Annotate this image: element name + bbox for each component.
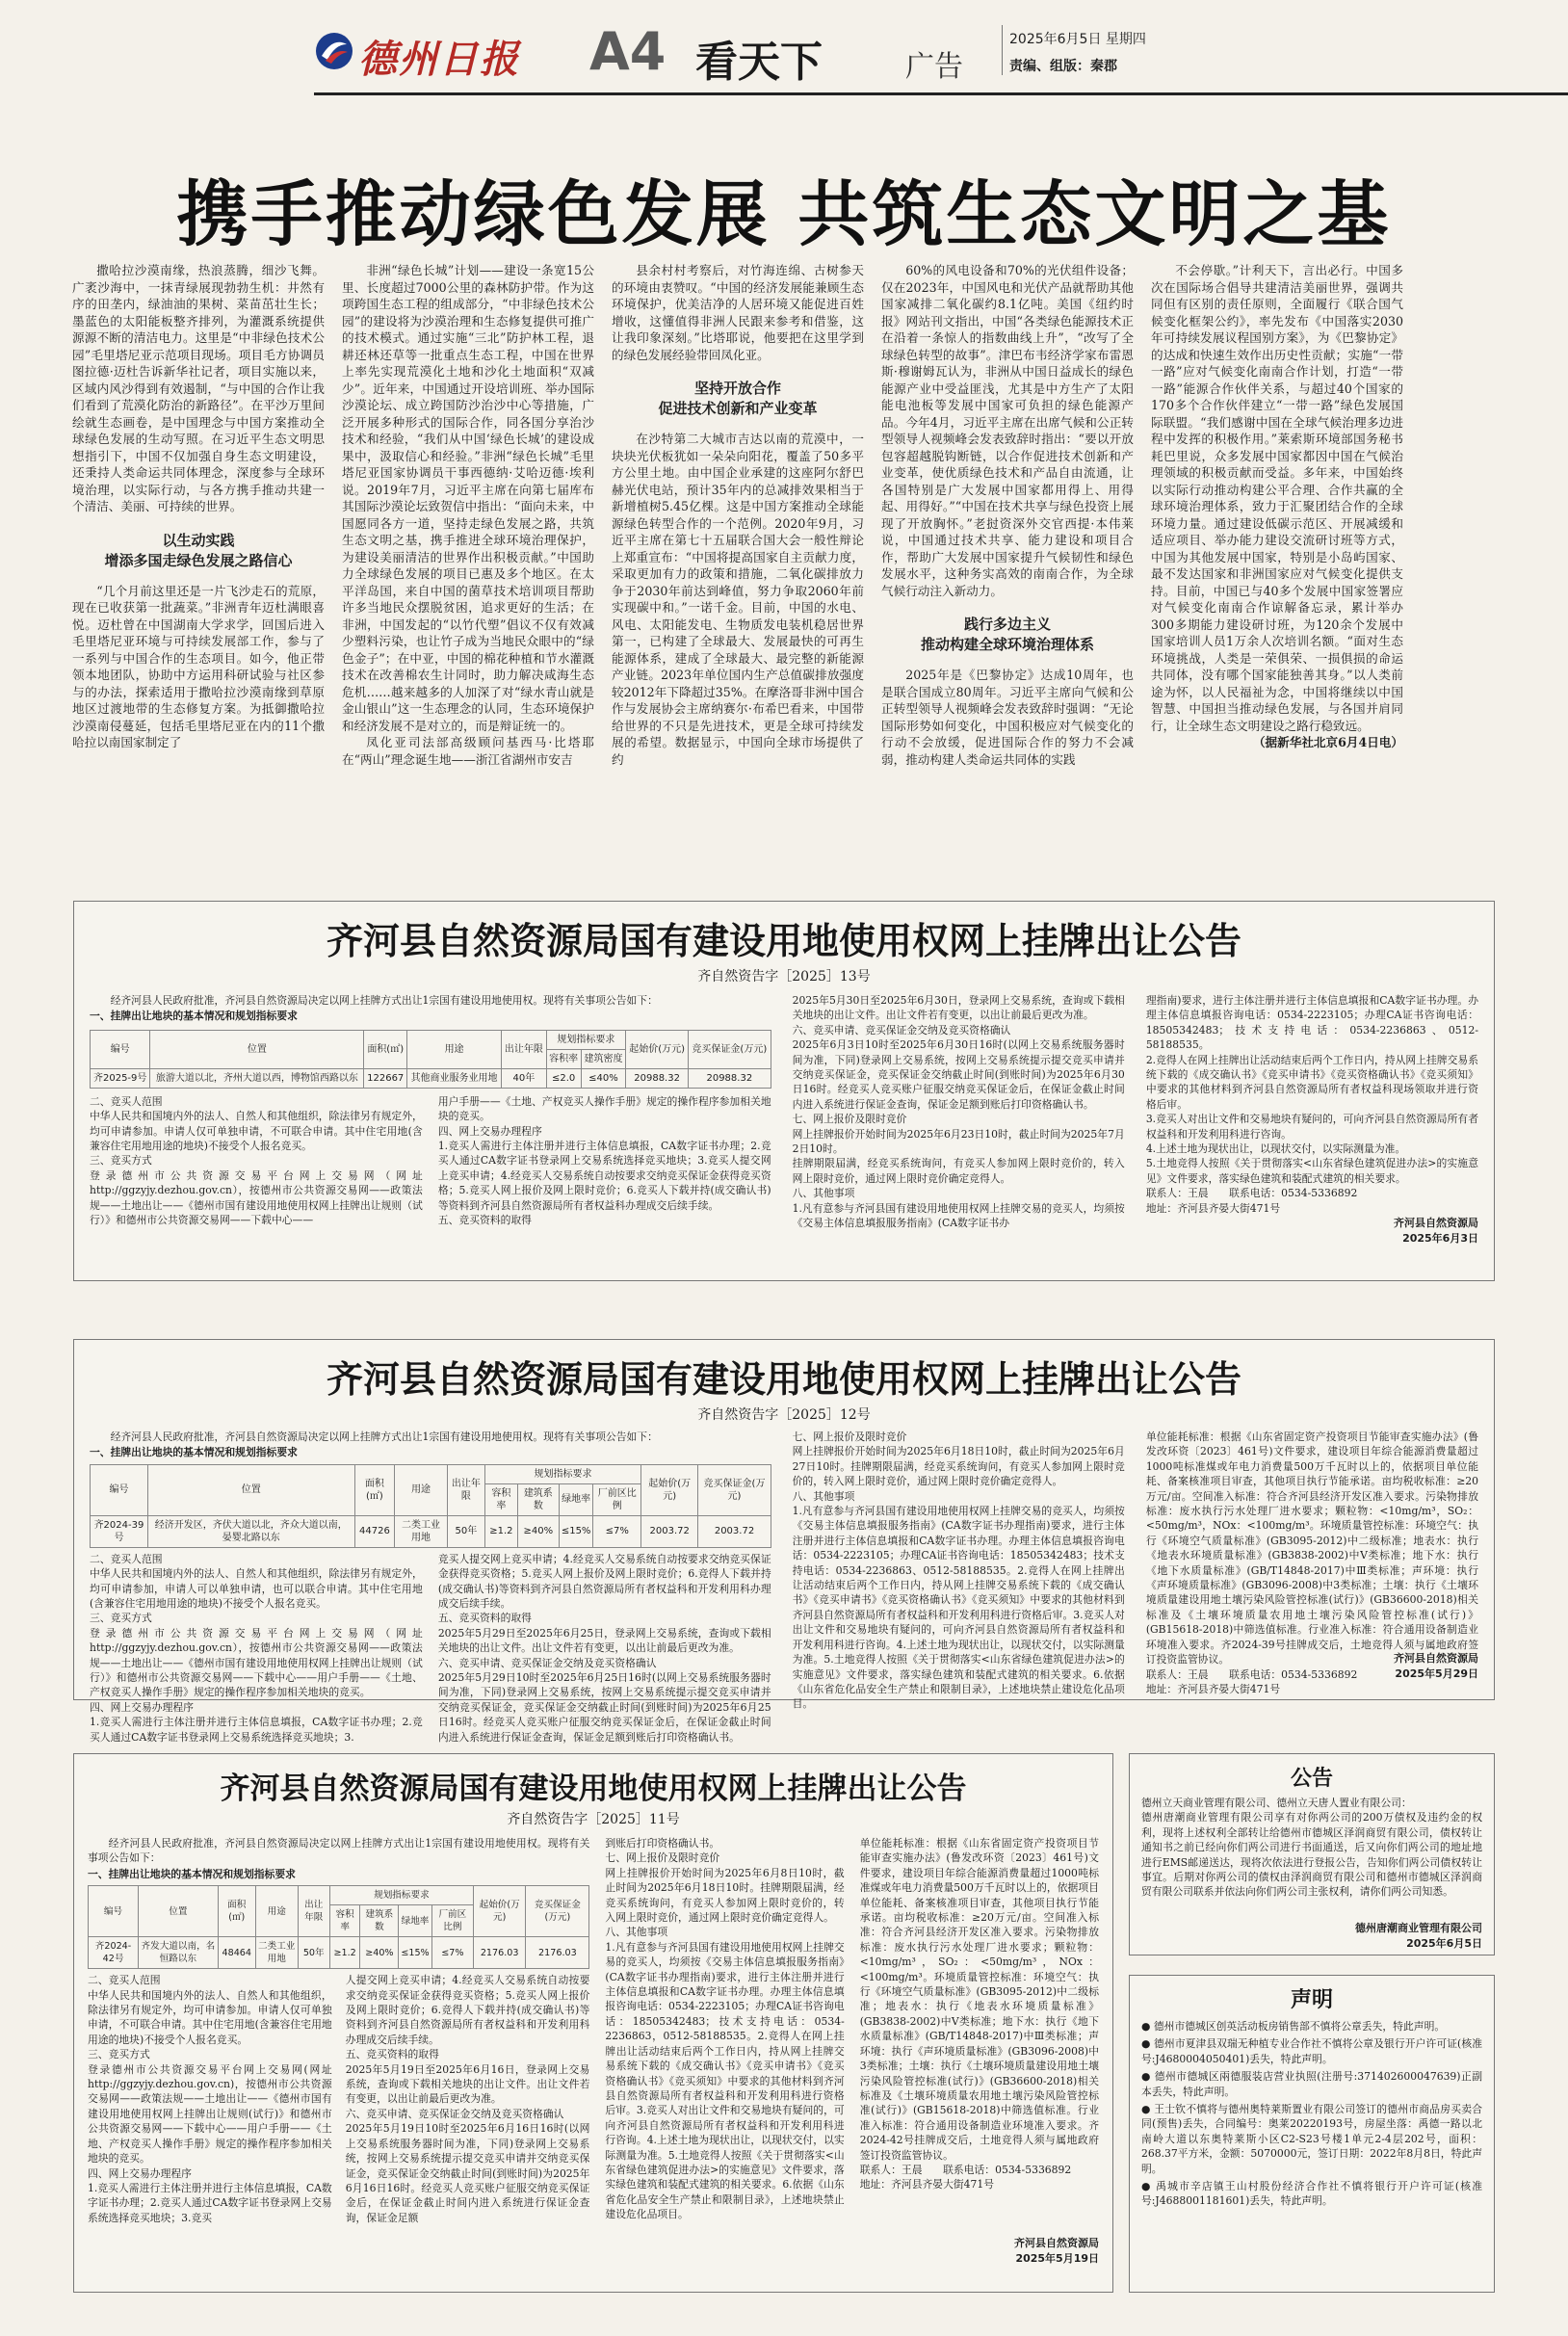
notice-text: 人提交网上竞买申请；4.经竞买人交易系统自动按要求交纳竞买保证金获得竞买资格；5.竞买人网上报价及网上限时竞价；6.竞得人下载并持(成交确认书)等资料到齐河县自然资源局所有者权益科和开发利用科办理成交后续手续。 五、竞买资料的取得 2025年5月19日至2025年6月16日，登录网上交易系统，查询或下载相关地块的出让文件。出让文件若有变更，以出让前最后更改为准。 六、竞买申请、竞买保证金交纳及竞买资格确认 2025年5月19日10时至2025年6月16日16时(以网上交易系统服务器时间为准，下同)登录网上交易系统，按网上交易系统提示提交竞买申请并交纳竞买保证金，竞买保证金交纳截止时间(到账时间)为2025年6月16日16时。经竞买人竞买账户征服交纳竞买保证金后，在保证金截止时间内进入系统进行保证金查询，保证金足额 [345, 1974, 590, 2224]
article-paragraph: 非洲“绿色长城”计划——建设一条宽15公里、长度超过7000公里的森林防护带。作为这项跨国生态工程的组成部分，“中非绿色技术公园”的建设将为沙漠治理和生态修复提供可推广的技术模式。通过实施“三北”防护林工程，退耕还林还草等一批重点生态工程，中国在世界上率先实现荒漠化土地和沙化土地面积“双减少”。近年来，中国通过开设培训班、举办国际沙漠论坛、成立跨国防沙治沙中心等措施，广泛开展多种形式的国际合作，同各国分享治沙技术和经验，“我们从中国‘绿色长城’的建设成果中，汲取信心和经验。”非洲“绿色长城”毛里塔尼亚国家协调员干事西德纳·艾哈迈德·埃利说。2019年7月，习近平主席在向第七届库布其国际沙漠论坛致贺信中指出：“面向未来，中国愿同各方一道，坚持走绿色发展之路，共筑生态文明之基，携手推进全球环境治理保护，为建设美丽清洁的世界作出积极贡献。”中国助力全球绿色发展的项目已惠及多个地区。在太平洋岛国，来自中国的菌草技术培训项目帮助许多当地民众摆脱贫困，追求更好的生活；在非洲，中国发起的“以竹代塑”倡议不仅有效减少塑料污染，也让竹子成为当地民众眼中的“绿色金子”；在中亚，中国的棉花种植和节水灌溉技术在改善棉农生计同时，助力解决咸海生态危机……越来越多的人加深了对“绿水青山就是金山银山”这一生态理念的认同，生态环境保护和经济发展不是对立的，而是辩证统一的。 [342, 263, 594, 733]
article-column-4 [881, 262, 1134, 888]
list-item: ● 德州市德城区创英活动板房销售部不慎将公章丢失，特此声明。 [1141, 2020, 1446, 2033]
notice-signature: 齐河县自然资源局 [1394, 1652, 1478, 1665]
subheading: 以生动实践 增添多国走绿色发展之路信心 [104, 531, 293, 569]
article-paragraph: 撒哈拉沙漠南缘，热浪蒸腾，细沙飞舞。广袤沙海中，一抹青绿展现勃勃生机：井然有序的田垄内，绿油油的果树、菜苗茁壮生长；墨蓝色的太阳能板整齐排列，为灌溉系统提供源源不断的清洁电力。这里是“中非绿色技术公园”毛里塔尼亚示范项目现场。项目毛方协调员图拉德·迈杜告诉新华社记者，项目实施以来，区域内风沙得到有效遏制，“与中国的合作让我们看到了荒漠化防治的新路径”。在平沙万里间绘就生态画卷，是中国理念与中国方案推动全球绿色发展的生动写照。在习近平生态文明思想指引下，中国不仅加强自身生态文明建设，还秉持人类命运共同体理念，深度参与全球环境治理，以实际行动，与各方携手推动共建一个清洁、美丽、可持续的世界。 [72, 263, 325, 513]
notice-intro: 经齐河县人民政府批准，齐河县自然资源局决定以网上挂牌方式出让1宗国有建设用地使用权。现将有关事项公告如下： [110, 994, 658, 1007]
land-notice-13 [73, 901, 1495, 1281]
land-notice-11 [73, 1753, 1113, 2293]
table-row: 齐2024-39号 经济开发区，齐伏大道以北，齐众大道以南，晏婴北路以东 44726 二类工业用地 50年 ≥1.2 ≥40% ≤15% ≤7% 2003.72 2003.72 [91, 1515, 771, 1547]
notice-text: 二、竞买人范围 中华人民共和国境内外的法人、自然人和其他组织，除法律另有规定外，均可申请参加。申请人仅可单独申请，不可联合申请。其中住宅用地(含兼容住宅用地用途的地块)不接受个人报名竞买。 三、竞买方式 登录德州市公共资源交易平台网上交易网(网址http://ggzyjy.dezhou.gov.cn)，按德州市公共资源交易网——政策法规——土地出让——《德州市国有建设用地使用权网上挂牌出让规则(试行)》和德州市公共资源交易网——下载中心——用户手册——《土地、产权竞买人操作手册》规定的操作程序参加相关地块的竞买。 四、网上交易办理程序 1.竞买人需进行主体注册并进行主体信息填报，CA数字证书办理；2.竞买人通过CA数字证书登录网上交易系统选择竞买地块；3.竞买 [88, 1974, 332, 2224]
section-title: 看天下 [695, 38, 823, 87]
article-paragraph: “几个月前这里还是一片飞沙走石的荒原，现在已收获第一批蔬菜。”非洲青年迈杜满眼喜悦。迈杜曾在中国湖南大学求学，回国后进入毛里塔尼亚环境与可持续发展部工作，参与了一系列与中国合作的生态项目。如今，他正带领本地团队，协助中方运用科研试验与社区参与的办法，探索适用于撒哈拉沙漠南缘到草原地区过渡地带的生态修复方案。为抵御撒哈拉沙漠南侵蔓延，包括毛里塔尼亚在内的11个撒哈拉以南国家制定了 [72, 583, 325, 749]
section-heading: 一、挂牌出让地块的基本情况和规划指标要求 [88, 1867, 296, 1880]
notice-title: 齐河县自然资源局国有建设用地使用权网上挂牌出让公告 [326, 1358, 1241, 1401]
declarations [1129, 1975, 1495, 2293]
article-source: （据新华社北京6月4日电） [1252, 735, 1403, 749]
notice-text: 二、竞买人范围 中华人民共和国境内外的法人、自然人和其他组织，除法律另有规定外，均可申请参加。申请人仅可单独申请，不可联合申请。其中住宅用地(含兼容住宅用地用途的地块)不接受个人报名竞买。 三、竞买方式 登录德州市公共资源交易平台网上交易网（网址http://ggzyjy.dezhou.gov.cn），按德州市公共资源交易网——政策法规——土地出让——《德州市国有建设用地使用权网上挂牌出让规则（试行）》和德州市公共资源交易网——下载中心—— [90, 1094, 423, 1227]
article-paragraph: 县余村村考察后，对竹海连绵、古树参天的环境由衷赞叹。“中国的经济发展能兼顾生态环境保护，优美洁净的人居环境又能促进百姓增收，这懂值得非洲人民跟来参考和借鉴，这让我印象深刻。”比塔耶说，他要把在这里学到的绿色发展经验带回凤化亚。 [612, 263, 864, 362]
section-heading: 一、挂牌出让地块的基本情况和规划指标要求 [90, 1010, 298, 1023]
logo-emblem-icon [314, 31, 354, 71]
notice-text: 竞买人提交网上竞买申请；4.经竞买人交易系统自动按要求交纳竞买保证金获得竞买资格；5.竞买人网上报价及网上限时竞价；6.竞得人下载并持(成交确认书)等资料到齐河县自然资源局所有者权益科和开发利用科办理成交后续手续。 五、竞买资料的取得 2025年5月29日至2025年6月25日，登录网上交易系统，查询或下载相关地块的出让文件。出让文件若有变更，以出让前最后更改为准。 六、竞买申请、竞买保证金交纳及竞买资格确认 2025年5月29日10时至2025年6月25日16时(以网上交易系统服务器时间为准，下同)登录网上交易系统，按网上交易系统提示提交竞买申请并交纳竞买保证金，竞买保证金交纳截止时间(到账时间)为2025年6月25日16时。经竞买人竞买账户征服交纳竞买保证金后，在保证金截止时间内进入系统进行保证金查询，保证金足额到账后打印资格确认书。 [437, 1552, 771, 1744]
list-item: ● 德州市德城区兩德服装店营业执照(注册号:371402600047639)正副本丢失，特此声明。 [1141, 2070, 1482, 2098]
masthead [0, 0, 1568, 96]
notice-date: 2025年5月29日 [1395, 1667, 1478, 1680]
notice-doc-number: 齐自然资告字［2025］13号 [697, 969, 871, 984]
notice-intro: 经齐河县人民政府批准，齐河县自然资源局决定以网上挂牌方式出让1宗国有建设用地使用权。现将有关事项公告如下： [88, 1837, 590, 1865]
article-column-1 [72, 262, 325, 888]
notice-text: 2025年5月30日至2025年6月30日，登录网上交易系统，查询或下载相关地块的出让文件。出让文件若有变更，以出让前最后更改为准。 六、竞买申请、竞买保证金交纳及竞买资格确认 2025年6月3日10时至2025年6月30日16时(以网上交易系统服务器时间为准，下同)登录网上交易系统，按网上交易系统提示提交竞买申请并交纳竞买保证金，竞买保证金交纳截止时间(到账时间)为2025年6月30日16时。经竞买人竞买账户征服交纳竞买保证金后，在保证金截止时间内进入系统进行保证金查询，保证金足额到账后打印资格确认书。 七、网上报价及限时竞价 网上挂牌报价开始时间为2025年6月23日10时，截止时间为2025年7月2日10时。 挂牌期限届满，经竞买系统询问，有竞买人参加网上限时竞价的，转入网上限时竞价，通过网上限时竞价确定竞得人。 八、其他事项 1.凡有意参与齐河县国有建设用地使用权网上挂牌交易的竞买人，均须按《交易主体信息填报服务指南》(CA数字证书办 [792, 994, 1125, 1230]
issue-date: 2025年6月5日 星期四 [1009, 32, 1146, 47]
section-heading: 一、挂牌出让地块的基本情况和规划指标要求 [90, 1446, 298, 1459]
page-number: A4 [589, 21, 666, 82]
public-notice [1129, 1753, 1495, 1955]
notice-title: 齐河县自然资源局国有建设用地使用权网上挂牌出让公告 [326, 920, 1241, 962]
notice-text: 二、竞买人范围 中华人民共和国境内外的法人、自然人和其他组织，除法律另有规定外，均可申请参加，申请人可以单独申请，也可以联合申请。其中住宅用地(含兼容住宅用地用途的地块)不接受个人报名竞买。 三、竞买方式 登录德州市公共资源交易平台网上交易网（网址http://ggzyjy.dezhou.gov.cn），按德州市公共资源交易网——政策法规——土地出让——《德州市国有建设用地使用权网上挂牌出让规则（试行）》和德州市公共资源交易网——下载中心——用户手册——《土地、产权竞买人操作手册》规定的操作程序参加相关地块的竞买。 四、网上交易办理程序 1.竞买人需进行主体注册并进行主体信息填报，CA数字证书办理；2.竞买人通过CA数字证书登录网上交易系统选择竞买地块；3. [90, 1552, 423, 1744]
notice-text: 用户手册——《土地、产权竞买人操作手册》规定的操作程序参加相关地块的竞买。 四、网上交易办理程序 1.竞买人需进行主体注册并进行主体信息填报，CA数字证书办理；2.竞买人通过CA数字证书登录网上交易系统选择竞买地块；3.竞买人提交网上竞买申请；4.经竞买人交易系统自动按要求交纳竞买保证金获得竞买资格；5.竞买人网上报价及网上限时竞价；6.竞买人下载并持(成交确认书)等资料到齐河县自然资源局所有者权益科办理成交后续手续。 五、竞买资料的取得 [437, 1094, 771, 1227]
land-table: 编号 位置 面积(㎡) 用途 出让年限 规划指标要求 起始价(万元) 竞买保证金(万元) 容积率 建筑系数 绿地率 厂前区比例 齐2024-39号 经济开发区，齐伏大道以北，齐众大道以南，晏婴北路以东 44726 二类工业用地 50年 ≥1.2 ≥40% ≤15% ≤7% 2003.72 2003.72 [90, 1464, 771, 1548]
notice-intro: 经齐河县人民政府批准，齐河县自然资源局决定以网上挂牌方式出让1宗国有建设用地使用权。现将有关事项公告如下： [110, 1430, 658, 1443]
notice-text: 单位能耗标准：根据《山东省固定资产投资项目节能审查实施办法》(鲁发改环资〔2023〕461号)文件要求，建设项目年综合能源消费量超过1000吨标准煤或年电力消费量500万千瓦时以上的，依据项目单位能耗、备案核准项目审查，其他项目执行节能承诺。亩均税收标准：≥20万元/亩。空间准入标准：符合齐河县经济开发区准入要求。污染物排放标准：废水执行污水处理厂进水要求；颗粒物：<10mg/m³，SO₂：<50mg/m³，NOx：<100mg/m³。环境质量管控标准：环境空气：执行《环境空气质量标准》(GB3095-2012)中二级标准；地表水：执行《地表水环境质量标准》(GB3838-2002)中V类标准；地下水：执行《地下水质量标准》(GB/T14848-2017)中Ⅲ类标准；声环境：执行《声环境质量标准》(GB3096-2008)中3类标准；土壤：执行《土壤环境质量建设用地土壤污染风险管控标准(试行)》(GB36600-2018)相关标准及《土壤环境质量农用地土壤污染风险管控标准(试行)》(GB15618-2018)中筛选值标准。行业准入标准：符合通用设备制造业环境准入要求。齐2024-39号挂牌成交后，土地竞得人须与属地政府签订投资监管协议。 联系人：王晨 联系电话：0534-5336892 地址：齐河县齐晏大街471号 [1145, 1430, 1478, 1695]
article-column-2 [342, 262, 594, 888]
notice-text: 七、网上报价及限时竞价 网上挂牌报价开始时间为2025年6月18日10时，截止时间为2025年6月27日10时。挂牌期限届满，经竞买系统询问，有竞买人参加网上限时竞价的，转入网上限时竞价，通过网上限时竞价确定竞得人。 八、其他事项 1.凡有意参与齐河县国有建设用地使用权网上挂牌交易的竞买人，均须按《交易主体信息填报服务指南》(CA数字证书办理指南)要求，进行主体注册并进行主体信息填报和CA数字证书办理。办理主体信息填报咨询电话：0534-2223105；办理CA证书咨询电话：18505342483；技术支持电话：0534-2236863、0512-58188535。2.竞得人在网上挂牌出让活动结束后两个工作日内，持从网上挂牌交易系统下载的《成交确认书》《竞买申请书》《竞买资格确认书》《竞买须知》中要求的其他材料到齐河县自然资源局所有者权益科和开发利用科进行资格后审。3.竞买人对出让文件和交易地块有疑问的，可向齐河县自然资源局所有者权益科和开发利用科进行咨询。4.上述土地为现状出让，以现状交付，以实际测量为准。5.土地竞得人按照《关于贯彻落实<山东省绿色建筑促进办法>的实施意见》文件要求，落实绿色建筑和装配式建筑的相关要求。6.依据《山东省危化品安全生产禁止和限制目录》，上述地块禁止建设危化品项目。 [792, 1430, 1125, 1711]
list-item: ● 德州市夏津县双瑞无种植专业合作社不慎将公章及银行开户许可证(核准号:J4680004050401)丢失，特此声明。 [1141, 2037, 1482, 2065]
notice-text: 到账后打印资格确认书。 七、网上报价及限时竞价 网上挂牌报价开始时间为2025年6月8日10时，截止时间为2025年6月18日10时。挂牌期限届满，经竞买系统询问，有竞买人参加网上限时竞价的，转入网上限时竞价，通过网上限时竞价确定竞得人。 八、其他事项 1.凡有意参与齐河县国有建设用地使用权网上挂牌交易的竞买人，均须按《交易主体信息填报服务指南》(CA数字证书办理指南)要求，进行主体注册并进行主体信息填报和CA数字证书办理。办理主体信息填报咨询电话：0534-2223105；办理CA证书咨询电话：18505342483；技术支持电话：0534-2236863，0512-58188535。2.竞得人在网上挂牌出让活动结束后两个工作日内，持从网上挂牌交易系统下载的《成交确认书》《竞买申请书》《竞买资格确认书》《竞买须知》中要求的其他材料到齐河县自然资源局所有者权益科和开发利用科进行资格后审。3.竞买人对出让文件和交易地块有疑问的，可向齐河县自然资源局所有者权益科和开发利用科进行咨询。4.上述土地为现状出让，以现状交付，以实际测量为准。5.土地竞得人按照《关于贯彻落实<山东省绿色建筑促进办法>的实施意见》文件要求，落实绿色建筑和装配式建筑的相关要求。6.依据《山东省危化品安全生产禁止和限制目录》，上述地块禁止建设危化品项目。 [605, 1837, 845, 2221]
page-category: 广告 [905, 50, 963, 84]
land-notice-12 [73, 1339, 1495, 1744]
notice-doc-number: 齐自然资告字［2025］11号 [507, 1812, 680, 1827]
article-paragraph: 在沙特第二大城市吉达以南的荒漠中，一块块光伏板犹如一朵朵向阳花，覆盖了50多平方公里土地。由中国企业承建的这座阿尔舒巴赫光伏电站，预计35年内的总减排效果相当于新增植树5.45亿棵。这是中国方案推动全球能源绿色转型合作的一个范例。2020年9月，习近平主席在第七十五届联合国大会一般性辩论上郑重宣布：“中国将提高国家自主贡献力度，采取更加有力的政策和措施，二氧化碳排放力争于2030年前达到峰值，努力争取2060年前实现碳中和。”一诺千金。目前，中国的水电、风电、太阳能发电、生物质发电装机稳居世界第一，已构建了全球最大、发展最快的可再生能源体系，建成了全球最大、最完整的新能源产业链。2023年单位国内生产总值碳排放强度较2012年下降超过35%。在摩洛哥非洲中国合作与发展协会主席纳赛尔·布希巴看来，中国带给世界的不只是先进技术，更是全球可持续发展的希望。数据显示，中国向全球市场提供了约 [612, 432, 864, 767]
notice-doc-number: 齐自然资告字［2025］12号 [697, 1407, 871, 1423]
notice-signature: 德州唐潮商业管理有限公司 [1355, 1922, 1482, 1934]
declaration-list [1141, 2019, 1482, 2209]
table-row: 齐2025-9号 旅游大道以北，齐州大道以西，博物馆西路以东 122667 其他商业服务业用地 40年 ≤2.0 ≤40% 20988.32 20988.32 [91, 1068, 771, 1088]
article-column-5 [1151, 262, 1403, 888]
notice-text: 德州立天商业管理有限公司、德州立天唐人置业有限公司： 德州唐潮商业管理有限公司享有对你两公司的200万债权及违约金的权利，现将上述权利全部转让给德州市德城区泽润商贸有限公司，债权转让通知书之前已经向你们两公司进行书面通送，后又向你们两公司的地址地进行EMS邮递送达，现将次依法进行登报公告，告知你们两公司债权转让事宜。后期对你两公司的债权由泽润商贸有限公司和德州市德城区泽润商贸有限公司联系并依法向你们两公司主张权利，请你们两公司知悉。 [1141, 1797, 1482, 1899]
notice-signature: 齐河县自然资源局 [1394, 1217, 1478, 1230]
article-paragraph: 60%的风电设备和70%的光伏组件设备；仅在2023年，中国风电和光伏产品就帮助其他国家减排二氧化碳约8.1亿吨。美国《纽约时报》网站刊文指出，中国“各类绿色能源技术正在沿着一条惊人的指数曲线上升”，“改写了全球绿色转型的故事”。津巴布韦经济学家布雷恩斯·穆谢姆瓦认为，非洲从中国日益成长的绿色能源产业中受益匪浅，尤其是中方生产了太阳能电池板等发展中国家可负担的绿色能源产品。今年4月，习近平主席在出席气候和公正转型领导人视频峰会发表致辞时指出：“要以开放包容超越脱钩断链，以合作促进技术创新和产业变革，使优质绿色技术和产品自由流通，让各国特别是广大发展中国家都用得上、用得起、用得好。”“中国在技术共享与绿色投资上展现了开放胸怀。”老挝资深外交官西提·本伟莱说，中国通过技术共享、能力建设和项目合作，帮助广大发展中国家提升气候韧性和绿色发展水平，这种务实高效的南南合作，为全球气候行动注入新动力。 [881, 263, 1134, 598]
list-item: ● 王士钦不慎将与德州奥特莱斯置业有限公司签订的德州市商品房买卖合同(预售)丢失，合同编号：奥莱20220193号，房屋坐落：禹德一路以北南岭大道以东奥特莱斯小区C2-S23号楼1单元2-4层202号，面积：268.37平方米，金额：5070000元，签订日期：2022年8月8日，特此声明。 [1141, 2103, 1483, 2175]
notice-signature: 齐河县自然资源局 [1014, 2237, 1100, 2249]
notice-title: 声明 [1290, 1988, 1333, 2012]
notice-title: 公告 [1290, 1767, 1333, 1791]
notice-text: 单位能耗标准：根据《山东省固定资产投资项目节能审查实施办法》(鲁发改环资〔2023〕461号)文件要求，建设项目年综合能源消费量超过1000吨标准煤或年电力消费量500万千瓦时以上的，依据项目单位能耗、备案核准项目审查，其他项目执行节能承诺。亩均税收标准：≥20万元/亩。空间准入标准：符合齐河县经济开发区准入要求。污染物排放标准：废水执行污水处理厂进水要求；颗粒物：<10mg/m³，SO₂：<50mg/m³，NOx：<100mg/m³。环境质量管控标准：环境空气：执行《环境空气质量标准》(GB3095-2012)中二级标准；地表水：执行《地表水环境质量标准》(GB3838-2002)中V类标准；地下水：执行《地下水质量标准》(GB/T14848-2017)中Ⅲ类标准；声环境：执行《声环境质量标准》(GB3096-2008)中3类标准；土壤：执行《土壤环境质量建设用地土壤污染风险管控标准(试行)》(GB36600-2018)相关标准及《土壤环境质量农用地土壤污染风险管控标准(试行)》(GB15618-2018)中筛选值标准。行业准入标准：符合通用设备制造业环境准入要求。齐2024-42号挂牌成交后，土地竞得人须与属地政府签订投资监管协议。 联系人：王晨 联系电话：0534-5336892 地址：齐河县齐晏大街471号 [859, 1837, 1100, 2192]
notice-date: 2025年6月5日 [1406, 1937, 1482, 1950]
editors: 责编、组版：秦郡 [1009, 59, 1117, 74]
notice-date: 2025年6月3日 [1402, 1232, 1478, 1246]
list-item: ● 禹城市辛店镇王山村股份经济合作社不慎将银行开户许可证(核准号:J4688001181601)丢失，特此声明。 [1141, 2180, 1482, 2208]
land-table: 编号 位置 面积(㎡) 用途 出让年限 规划指标要求 起始价(万元) 竞买保证金(万元) 容积率 建筑密度 齐2025-9号 旅游大道以北，齐州大道以西，博物馆西路以东 122667 其他商业服务业用地 40年 ≤2.0 ≤40% 20988.32 20988.32 [90, 1030, 771, 1089]
article-column-3 [612, 262, 864, 888]
subheading: 坚持开放合作 促进技术创新和产业变革 [658, 380, 818, 417]
article-paragraph: 2025年是《巴黎协定》达成10周年，也是联合国成立80周年。习近平主席向气候和公正转型领导人视频峰会发表致辞时强调：“无论国际形势如何变化，中国积极应对气候变化的行动不会放缓，促进国际合作的努力不会减弱，推动构建人类命运共同体的实践 [881, 668, 1134, 767]
subheading: 践行多边主义 推动构建全球环境治理体系 [920, 616, 1094, 653]
notice-text: 理指南)要求，进行主体注册并进行主体信息填报和CA数字证书办理。办理主体信息填报咨询电话：0534-2223105；办理CA证书咨询电话：18505342483；技术支持电话：0534-2236863、0512-58188535。 2.竞得人在网上挂牌出让活动结束后两个工作日内，持从网上挂牌交易系统下载的《成交确认书》《竞买申请书》《竞买资格确认书》《竞买须知》中要求的其他材料到齐河县自然资源局所有者权益科现场领取并进行资格后审。 3.竞买人对出让文件和交易地块有疑问的，可向齐河县自然资源局所有者权益科和开发利用科进行咨询。 4.上述土地为现状出让，以现状交付，以实际测量为准。 5.土地竞得人按照《关于贯彻落实<山东省绿色建筑促进办法>的实施意见》文件要求，落实绿色建筑和装配式建筑的相关要求。 联系人：王晨 联系电话：0534-5336892 地址：齐河县齐晏大街471号 [1145, 994, 1478, 1215]
article-paragraph: 不会停歇。”计利天下，言出必行。中国多次在国际场合倡导共建清洁美丽世界，强调共同但有区别的责任原则，全面履行《联合国气候变化框架公约》，率先发布《中国落实2030年可持续发展议程国别方案》，为《巴黎协定》的达成和快速生效作出历史性贡献；实施“一带一路”应对气候变化南南合作计划，打造“一带一路”能源合作伙伴关系，与超过40个国家的170多个合作伙伴建立“一带一路”绿色发展国际联盟。“我们感谢中国在全球气候治理多边进程中发挥的积极作用。”莱索斯环境部国务秘书耗巴里说，众多发展中国家都因中国在气候治理领域的积极贡献而受益。多年来，中国始终以实际行动推动构建公平合理、合作共赢的全球环境治理体系，致力于汇聚团结合作的全球环境力量。通过建设低碳示范区、开展减缓和适应项目、举办能力建设交流研讨班等方式，中国为其他发展中国家，特别是小岛屿国家、最不发达国家和非洲国家应对气候变化提供支持。目前，中国已与40多个发展中国家签署应对气候变化南南合作谅解备忘录，累计举办300多期能力建设研讨班，为120余个发展中国家培训人员1万余人次培训名额。“面对生态环境挑战，人类是一荣俱荣、一损俱损的命运共同体，没有哪个国家能独善其身。”以人类前途为怀，以人民福祉为念，中国将继续以中国智慧、中国担当推动绿色发展，与各国并肩同行，让全球生态文明建设之路行稳致远。 [1151, 263, 1403, 733]
article-paragraph: 凤化亚司法部高级顾问基西马·比塔耶在“两山”理念诞生地——浙江省湖州市安吉 [342, 735, 594, 767]
main-headline: 携手推动绿色发展 共筑生态文明之基 [176, 173, 1392, 256]
notice-date: 2025年5月19日 [1015, 2252, 1100, 2265]
newspaper-logo: 德州日报 [358, 38, 520, 82]
notice-title: 齐河县自然资源局国有建设用地使用权网上挂牌出让公告 [220, 1772, 967, 1806]
table-row: 齐2024-42号 齐发大道以南，名恒路以东 48464 二类工业用地 50年 ≥1.2 ≥40% ≤15% ≤7% 2176.03 2176.03 [89, 1937, 589, 1969]
land-table: 编号 位置 面积(㎡) 用途 出让年限 规划指标要求 起始价(万元) 竞买保证金(万元) 容积率 建筑系数 绿地率 厂前区比例 齐2024-42号 齐发大道以南，名恒路以东 48464 二类工业用地 50年 ≥1.2 ≥40% ≤15% ≤7% 2176.03 2176.03 [88, 1885, 589, 1969]
